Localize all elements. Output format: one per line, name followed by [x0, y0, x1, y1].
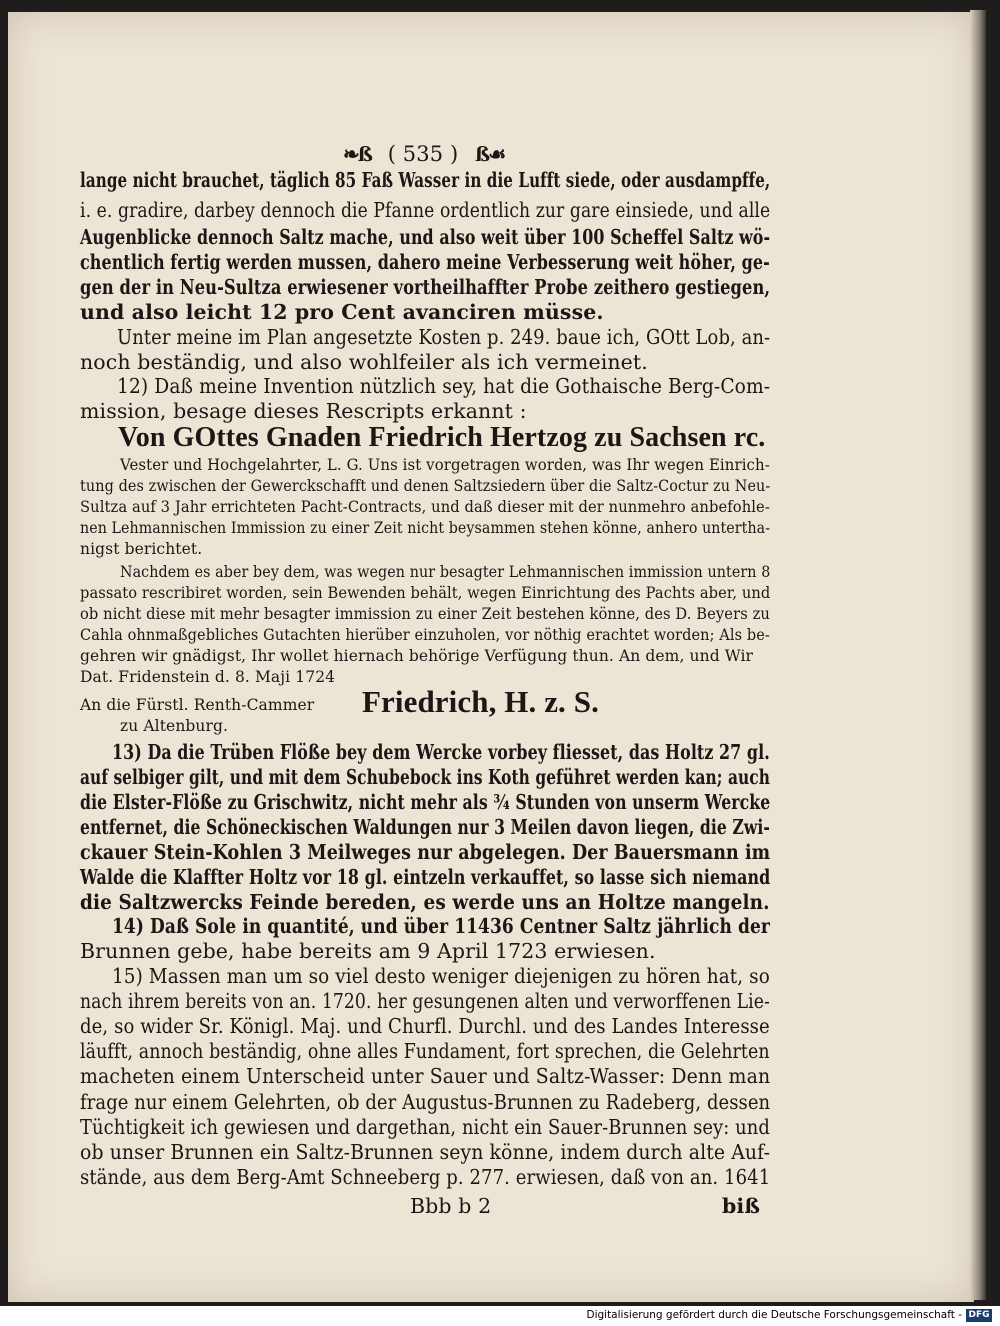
text-line: Tüchtigkeit ich gewiesen und dargethan, nicht ein Sauer-Brunnen sey: und — [80, 1115, 770, 1139]
text-line: de, so wider Sr. Königl. Maj. und Churfl. Durchl. und des Landes Interesse — [80, 1014, 770, 1038]
rescript-title: Von GOttes Gnaden Friedrich Hertzog zu Sachsen rc. — [118, 422, 766, 453]
rescript-line: tung des zwischen der Gewerckschafft und denen Saltzsiedern über die Saltz-Coctur zu Neu- — [80, 477, 771, 495]
rescript-line: Cahla ohnmaßgebliches Gutachten hierüber einzuholen, vor nöthig erachtet worden; Als be- — [80, 626, 770, 644]
rescript-date: Dat. Fridenstein d. 8. Maji 1724 — [80, 668, 336, 686]
rescript-line: passato rescribiret worden, sein Bewenden behält, wegen Einrichtung des Pachts aber, und — [80, 584, 771, 602]
page-edge — [970, 10, 986, 1300]
text-line: auf selbiger gilt, und mit dem Schubebock ins Koth geführet werden kan; auch — [80, 765, 771, 789]
text-line: gen der in Neu-Sultza erwiesener vortheilhaffter Probe zeithero gestiegen, — [80, 275, 771, 299]
page-header — [343, 142, 504, 166]
text-line: ob unser Brunnen ein Saltz-Brunnen seyn könne, indem durch alte Auf- — [80, 1140, 771, 1164]
text-line: die Saltzwercks Feinde bereden, es werde uns an Holtze mangeln. — [80, 890, 770, 914]
footer-text: Digitalisierung gefördert durch die Deutsche Forschungsgemeinschaft - — [586, 1309, 962, 1321]
text-line: Augenblicke dennoch Saltz mache, und also weit über 100 Scheffel Saltz wö- — [80, 225, 771, 249]
text-line: macheten einem Unterscheid unter Sauer und Saltz-Wasser: Denn man — [80, 1064, 771, 1088]
rescript-line: ob nicht diese mit mehr besagter immission zu einer Zeit bestehen könne, des D. Beyers zu — [80, 605, 770, 623]
text-line: ckauer Stein-Kohlen 3 Meilweges nur abgelegen. Der Bauersmann im — [80, 840, 771, 864]
rescript-line: Vester und Hochgelahrter, L. G. Uns ist vorgetragen worden, was Ihr wegen Einrich- — [120, 456, 770, 474]
text-line: frage nur einem Gelehrten, ob der Augustus-Brunnen zu Radeberg, dessen — [80, 1090, 771, 1114]
text-line: nach ihrem bereits von an. 1720. her gesungenen alten und verworffenen Lie- — [80, 989, 770, 1013]
text-line: die Elster-Flöße zu Grischwitz, nicht mehr als ¾ Stunden von unserm Wercke — [80, 790, 771, 814]
text-line: 14) Daß Sole in quantité, und über 11436 Centner Saltz jährlich der — [112, 914, 770, 938]
signature-mark: Bbb b 2 — [410, 1194, 492, 1218]
text-line: 15) Massen man um so viel desto weniger diejenigen zu hören hat, so — [112, 964, 770, 988]
signature: Friedrich, H. z. S. — [362, 684, 599, 719]
ornament-right: ß☙ — [475, 142, 505, 166]
address-line: zu Altenburg. — [120, 717, 229, 735]
text-line: Walde die Klaffter Holtz vor 18 gl. eintzeln verkauffet, so lasse sich niemand — [80, 865, 771, 889]
text-line: 13) Da die Trüben Flöße bey dem Wercke vorbey fliesset, das Holtz 27 gl. — [112, 740, 770, 764]
text-line: i. e. gradire, darbey dennoch die Pfanne ordentlich zur gare einsiede, und alle — [80, 198, 771, 222]
rescript-line: Sultza auf 3 Jahr errichteten Pacht-Contracts, und daß dieser mit der nunmehro anbefohle- — [80, 498, 770, 516]
text-line: 12) Daß meine Invention nützlich sey, hat die Gothaische Berg-Com- — [117, 374, 771, 398]
text-line: mission, besage dieses Rescripts erkannt : — [80, 399, 527, 423]
text-line: Unter meine im Plan angesetzte Kosten p. 249. baue ich, GOtt Lob, an- — [117, 325, 771, 349]
catchword: biß — [722, 1194, 760, 1218]
text-line: entfernet, die Schöneckischen Waldungen nur 3 Meilen davon liegen, die Zwi- — [80, 815, 770, 839]
text-line: chentlich fertig werden mussen, dahero meine Verbesserung weit höher, ge- — [80, 250, 770, 274]
text-line: stände, aus dem Berg-Amt Schneeberg p. 277. erwiesen, daß von an. 1641 — [80, 1165, 771, 1189]
page-number: ( 535 ) — [387, 142, 459, 166]
rescript-line: Nachdem es aber bey dem, was wegen nur besagter Lehmannischen immission untern 8 — [120, 563, 771, 581]
footer-bar — [0, 1306, 1000, 1326]
text-line: noch beständig, und also wohlfeiler als ich vermeinet. — [80, 350, 648, 374]
address-line: An die Fürstl. Renth-Cammer — [80, 696, 315, 714]
text-line: und also leicht 12 pro Cent avanciren müsse. — [80, 300, 604, 324]
rescript-line: nen Lehmannischen Immission zu einer Zeit nicht beysammen stehen könne, anhero untertha- — [80, 519, 771, 537]
dfg-logo: DFG — [966, 1309, 992, 1322]
text-line: lange nicht brauchet, täglich 85 Faß Wasser in die Lufft siede, oder ausdampffe, — [80, 168, 771, 192]
rescript-line: gehren wir gnädigst, Ihr wollet hiernach behörige Verfügung thun. An dem, und Wir — [80, 647, 754, 665]
text-line: Brunnen gebe, habe bereits am 9 April 1723 erwiesen. — [80, 939, 656, 963]
rescript-line: nigst berichtet. — [80, 540, 203, 558]
text-line: läufft, annoch beständig, ohne alles Fundament, fort sprechen, die Gelehrten — [80, 1039, 770, 1063]
ornament-left: ❧ß — [343, 142, 371, 166]
